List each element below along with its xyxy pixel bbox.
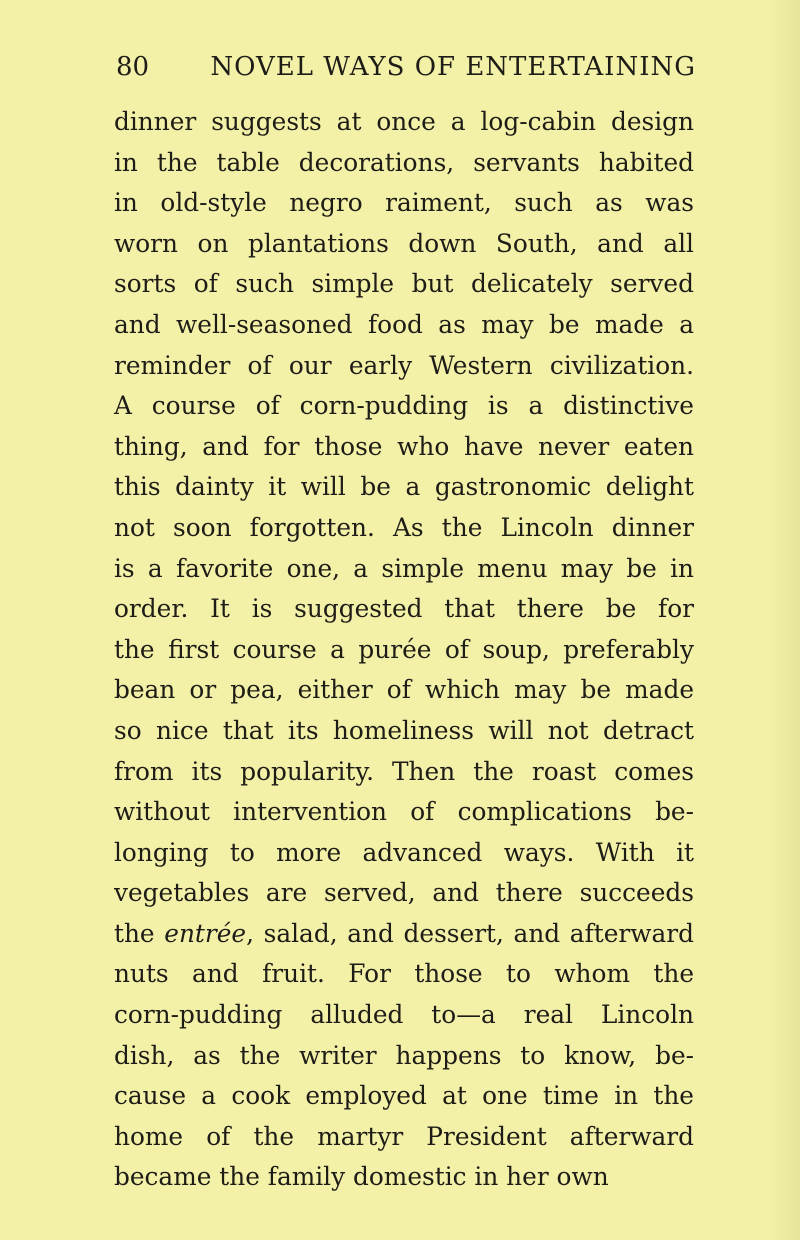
text-line: cause a cook employed at one time in the — [114, 1081, 694, 1111]
text-line: so nice that its homeliness will not detract — [114, 715, 694, 745]
text-line: vegetables are served, and there succeeds — [114, 878, 694, 908]
italic-word: entrée — [164, 918, 247, 948]
text-line: without intervention of complications be- — [114, 797, 694, 827]
text-line: from its popularity. Then the roast comes — [114, 756, 694, 786]
text-line: longing to more advanced ways. With it — [114, 837, 694, 867]
text-fragment: , salad, and dessert, and afterward — [246, 918, 695, 948]
text-line: is a favorite one, a simple menu may be in — [114, 553, 694, 583]
text-line: dish, as the writer happens to know, be- — [114, 1040, 694, 1070]
text-line: bean or pea, either of which may be made — [114, 675, 694, 705]
text-line: A course of corn-pudding is a distinctive — [114, 391, 694, 421]
body-text — [114, 102, 694, 1198]
text-line: sorts of such simple but delicately served — [114, 269, 694, 299]
text-line: home of the martyr President afterward — [114, 1121, 694, 1151]
running-head — [116, 52, 696, 92]
text-line: nuts and fruit. For those to whom the — [114, 959, 694, 989]
text-line-with-italic — [114, 914, 694, 955]
text-line: became the family domestic in her own — [114, 1162, 609, 1192]
text-line: and well-seasoned food as may be made a — [114, 309, 694, 339]
text-fragment: the — [114, 918, 165, 948]
text-line: order. It is suggested that there be for — [114, 594, 694, 624]
text-line: in old-style negro raiment, such as was — [114, 188, 694, 218]
text-line: thing, and for those who have never eaten — [114, 431, 694, 461]
running-title: NOVEL WAYS OF ENTERTAINING — [210, 52, 696, 82]
text-line: dinner suggests at once a log-cabin design — [114, 107, 694, 136]
text-line: corn-pudding alluded to—a real Lincoln — [114, 1000, 694, 1030]
text-line: worn on plantations down South, and all — [114, 228, 694, 258]
text-line: not soon forgotten. As the Lincoln dinner — [114, 512, 694, 542]
page-number: 80 — [116, 52, 150, 82]
text-line: the first course a purée of soup, preferably — [114, 634, 694, 664]
text-line: in the table decorations, servants habited — [114, 147, 694, 177]
text-line: this dainty it will be a gastronomic delight — [114, 472, 694, 502]
text-line: reminder of our early Western civilization. — [114, 350, 694, 380]
